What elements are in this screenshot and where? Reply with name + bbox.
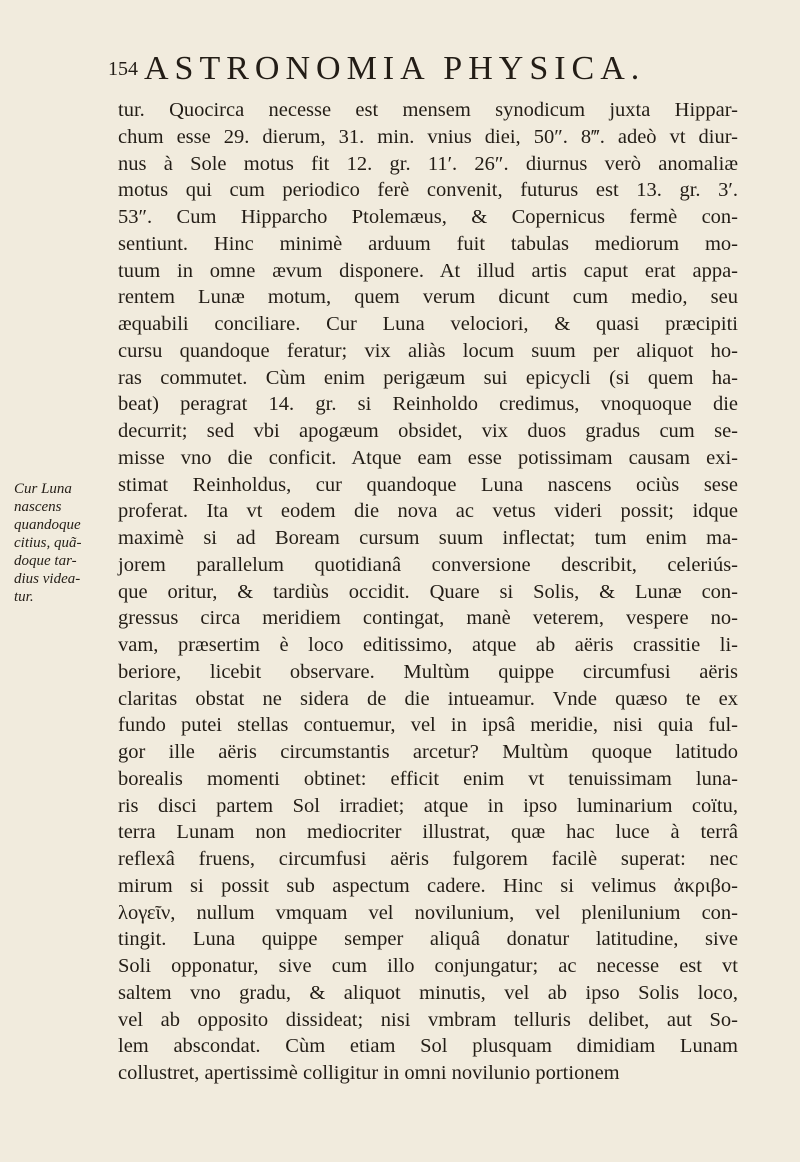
text-line: beriore, licebit observare. Multùm quippe circumfusi aëris <box>118 660 738 683</box>
text-line: maximè si ad Boream cursum suum inflectat; tum enim ma- <box>118 527 738 549</box>
text-line: gressus circa meridiem contingat, manè veterem, vespere no- <box>118 607 738 630</box>
text-line: vam, præsertim è loco editissimo, atque ab aëris crassitie li- <box>118 634 738 656</box>
text-line: que oritur, & tardiùs occidit. Quare si Solis, & Lunæ con- <box>118 580 738 603</box>
text-line: 53″. Cum Hipparcho Ptolemæus, & Copernicus fermè con- <box>118 206 738 228</box>
text-line: terra Lunam non mediocriter illustrat, quæ hac luce à terrâ <box>118 821 738 844</box>
text-line: fundo putei stellas contuemur, vel in ipsâ meridie, nisi quia ful- <box>118 714 738 737</box>
text-line: nus à Sole motus fit 12. gr. 11′. 26″. diurnus verò anomaliæ <box>118 152 738 175</box>
text-line: reflexâ fruens, circumfusi aëris fulgorem facilè superat: nec <box>118 848 738 870</box>
text-line: decurrit; sed vbi apogæum obsidet, vix duos gradus cum se- <box>118 420 738 442</box>
text-line: gor ille aëris circumstantis arcetur? Multùm quoque latitudo <box>118 741 738 763</box>
text-line: stimat Reinholdus, cur quandoque Luna nascens ociùs sese <box>118 473 738 496</box>
text-line: tuum in omne ævum disponere. At illud artis caput erat appa- <box>118 259 738 282</box>
text-line: chum esse 29. dierum, 31. min. vnius diei, 50″. 8‴. adeò vt diur- <box>118 125 738 148</box>
text-line: motus qui cum periodico ferè convenit, futurus est 13. gr. 3′. <box>118 179 738 202</box>
page-number: 154 <box>108 58 138 80</box>
text-line: beat) peragrat 14. gr. si Reinholdo credimus, vnoquoque die <box>118 393 738 416</box>
text-line: lem abscondat. Cùm etiam Sol plusquam dimidiam Lunam <box>118 1035 738 1058</box>
text-line: cursu quandoque feratur; vix aliàs locum suum per aliquot ho- <box>118 339 738 362</box>
text-line: tingit. Luna quippe semper aliquâ donatur latitudine, sive <box>118 928 738 951</box>
margin-note-line: dius videa- <box>14 571 81 587</box>
text-line: λογεῖν, nullum vmquam vel novilunium, vel plenilunium con- <box>118 901 738 924</box>
text-line: ras commutet. Cùm enim perigæum sui epicycli (si quem ha- <box>118 366 738 389</box>
margin-note-line: citius, quã- <box>14 535 82 551</box>
text-line: rentem Lunæ motum, quem verum dicunt cum medio, seu <box>118 286 738 309</box>
text-line: collustret, apertissimè colligitur in omni novilunio portionem <box>118 1062 620 1084</box>
text-line: claritas obstat ne sidera de die intueamur. Vnde quæso te ex <box>118 687 738 710</box>
text-line: mirum si possit sub aspectum cadere. Hinc si velimus ἀκριβο- <box>118 874 738 897</box>
text-line: misse vno die conficit. Atque eam esse potissimam causam exi- <box>118 446 738 469</box>
text-line: Soli opponatur, sive cum illo conjungatur; ac necesse est vt <box>118 955 738 977</box>
text-line: sentiunt. Hinc minimè arduum fuit tabulas mediorum mo- <box>118 232 738 255</box>
running-title: ASTRONOMIA PHYSICA. <box>144 50 646 87</box>
margin-note-line: doque tar- <box>14 553 77 569</box>
text-line: æquabili conciliare. Cur Luna velociori, & quasi præcipiti <box>118 313 738 335</box>
margin-note <box>14 480 92 606</box>
text-line: vel ab opposito dissideat; nisi vmbram telluris delibet, aut So- <box>118 1008 738 1031</box>
body-text <box>118 97 738 1087</box>
margin-note-line: quandoque <box>14 517 81 533</box>
text-line: borealis momenti obtinet: efficit enim vt tenuissimam luna- <box>118 767 738 790</box>
text-line: saltem vno gradu, & aliquot minutis, vel ab ipso Solis loco, <box>118 981 738 1004</box>
margin-note-line: nascens <box>14 499 62 515</box>
text-line: tur. Quocirca necesse est mensem synodicum juxta Hippar- <box>118 99 738 121</box>
margin-note-line: Cur Luna <box>14 481 72 497</box>
page-header <box>108 50 748 90</box>
text-line: ris disci partem Sol irradiet; atque in ipso luminarium coïtu, <box>118 794 738 817</box>
text-line: proferat. Ita vt eodem die nova ac vetus videri possit; idque <box>118 500 738 523</box>
margin-note-line: tur. <box>14 589 34 605</box>
text-line: jorem parallelum quotidianâ conversione describit, celeriús- <box>118 553 738 576</box>
